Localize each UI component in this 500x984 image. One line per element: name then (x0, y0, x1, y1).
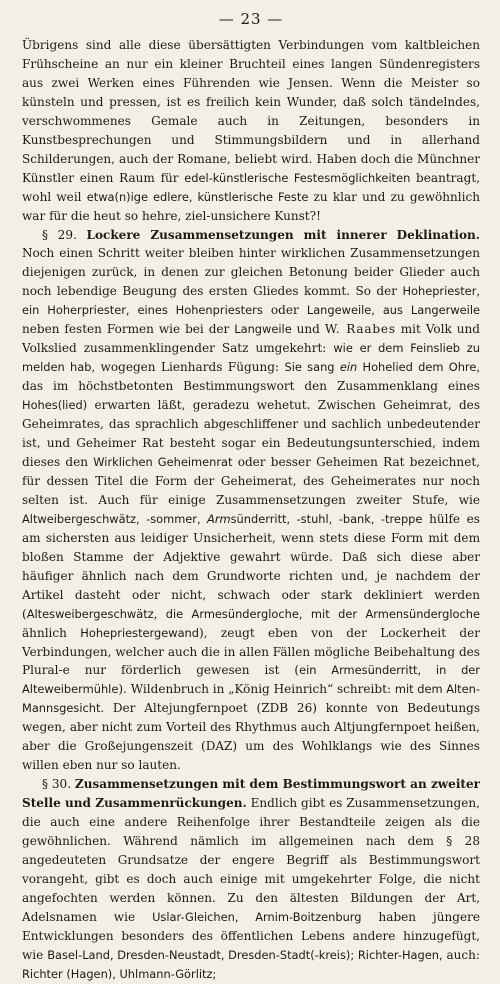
latin-phrase: Hohes(lied) (22, 398, 88, 413)
text-run: haben jüngere Entwicklungen besonders des öffentlichen Lebens andere hinzugefügt, wie (22, 909, 481, 962)
latin-phrase: Hohepriester, ein Hoherpriester, eines Hohenpriesters (22, 284, 480, 318)
latin-emphasis: Arm (207, 511, 231, 526)
section-title: Zusammensetzungen mit dem Bestimmungswort an zweiter Stelle und Zusammenrückungen. (22, 777, 480, 811)
latin-phrase: Wirklichen Geheimenrat (93, 454, 233, 469)
latin-phrase: ein Armesünderritt, in der Alteweibermühle (22, 663, 480, 697)
text-run: ähnlich (22, 625, 81, 640)
text-run: Noch einen Schritt weiter bleiben hinter wirklichen Zusammensetzungen diejenigen zurück, in denen zur gleichen Betonung beider Glieder auch noch lebendige Beugung des ersten Gliedes kommt. So der (22, 246, 480, 299)
text-run: Übrigens sind alle diese übersättigten Verbindungen vom kaltbleichen Frühscheine an nur ein kleiner Bruchteil eines langen Sündenregisters aus zwei Werken eines Führenden wie Jensen. Wenn die Meister so künsteln und pressen, ist es freilich kein Wunder, daß solch tändelndes, verschwommenes Gemale auch in Zeitungen, besonders in Kunstbesprechungen und Stimmungsbildern und in allerhand Schilderungen, auch der Romane, beliebt wird. Haben doch die Münchner Künstler einen Raum für (22, 38, 480, 185)
latin-phrase: Sie sang (284, 360, 340, 375)
latin-phrase: sünderritt, -stuhl, -bank, -treppe (230, 511, 423, 526)
text-run: ), zeugt eben von der Lockerheit der Verbindungen, welcher auch die in allen Fällen mögliche Beibehaltung des Plural-e nur förderlich gewesen ist ( (22, 625, 480, 678)
latin-emphasis: ein (339, 360, 358, 375)
text-run: neben festen Formen wie bei der (22, 322, 235, 337)
latin-phrase: Langweile (234, 322, 292, 337)
text-run: Endlich gibt es Zusammensetzungen, die auch eine andere Reihenfolge ihrer Bestandteile zeigen als die gewöhnlichen. Während nämlich im allgemeinen nach dem § 28 angedeuteten Grundsatze der engere Begriff als Bestimmungswort vorangeht, gibt es doch auch einige mit umgekehrter Folge, die nicht angefochten werden können. Zu den ältesten Bildungen der Art, Adelsnamen wie (22, 796, 480, 924)
author-name: W. Raabes (324, 322, 396, 337)
latin-phrase: wie er dem Feinslieb zu melden hab, (22, 341, 480, 375)
latin-phrase: Basel-Land, Dresden-Neustadt, Dresden-Stadt(-kreis); Richter-Hagen, (47, 947, 443, 962)
latin-phrase: etwa(n)ige edlere, künstlerische Feste (86, 189, 309, 204)
text-run: mit Volk und Volkslied zusammenklingender Satz umgekehrt: (22, 322, 480, 356)
latin-phrase: Hohelied dem Ohre, (357, 360, 480, 375)
latin-phrase: Hohepriestergewand (80, 625, 200, 640)
latin-phrase: Richter (Hagen), Uhlmann-Görlitz; (22, 966, 217, 981)
page-number: — 23 — (218, 10, 284, 28)
paragraph-section-29 (22, 226, 480, 776)
latin-phrase: mit dem Alten-Mannsgesicht. (22, 682, 480, 716)
text-run: wogegen Lienhards Fügung: (95, 360, 285, 375)
text-run: Der Altejungfernpoet (ZDB 26) konnte von Bedeutungs wegen, aber nicht zum Vorteil des Rhythmus auch Altjungfernpoet heißen, aber die Großejungenszeit (DAZ) um des Wohlklangs wie des Sinnes willen eben nur so lauten. (22, 701, 480, 773)
text-run: erwarten läßt, geradezu wehetut. Zwischen Geheimrat, des Geheimrates, das sprachlich abgeschliffener und sachlich unbedeutender ist, und Geheimer Rat besteht sogar ein Bedeutungsunterschied, indem dieses den (22, 398, 480, 469)
latin-phrase: Altesweibergeschwätz, die Armesündergloche, mit der Armensündergloche (26, 606, 480, 621)
text-run: oder (262, 303, 307, 318)
paragraph-1 (22, 36, 480, 226)
text-run: beantragt, wohl weil (22, 170, 480, 204)
text-run: auch: (442, 947, 480, 962)
section-number: § 29. (42, 227, 87, 242)
text-run: oder besser Geheimen Rat bezeichnet, für dessen Titel die Form der Geheimerat, des Geheimerates nur noch selten ist. Auch für einige Zusammensetzungen zweiter Stufe, wie (22, 454, 480, 507)
text-run: zu klar und zu gewöhnlich war für die heut so hehre, ziel-unsichere Kunst?! (22, 189, 481, 223)
section-title: Lockere Zusammensetzungen mit innerer Deklination. (86, 227, 480, 242)
section-number: § 30. (42, 777, 75, 792)
document-page (22, 10, 480, 984)
latin-phrase: Uslar-Gleichen, Arnim-Boitzenburg (152, 909, 362, 924)
text-run: das im höchstbetonten Bestimmungswort den Zusammenklang eines (22, 379, 480, 394)
text-run: und (291, 322, 325, 337)
latin-phrase: edel-künstlerische Festesmöglichkeiten (184, 170, 411, 185)
text-run: ). Wildenbruch in „König Heinrich“ schreibt: (118, 682, 395, 697)
paragraph-section-30 (22, 775, 480, 983)
latin-phrase: Altweibergeschwätz, -sommer, (22, 511, 208, 526)
latin-phrase: Langeweile, aus Langerweile (306, 303, 480, 318)
text-run: hülfe es am sichersten aus leidiger Unsicherheit, wenn stets diese Form mit dem bloßen Stamme der Adjektive gewahrt würde. Daß sich diese aber häufiger ähnlich nach dem Grundworte richten und, je nachdem der Artikel dasteht oder nicht, schwach oder stark dekliniert werden ( (22, 511, 480, 621)
